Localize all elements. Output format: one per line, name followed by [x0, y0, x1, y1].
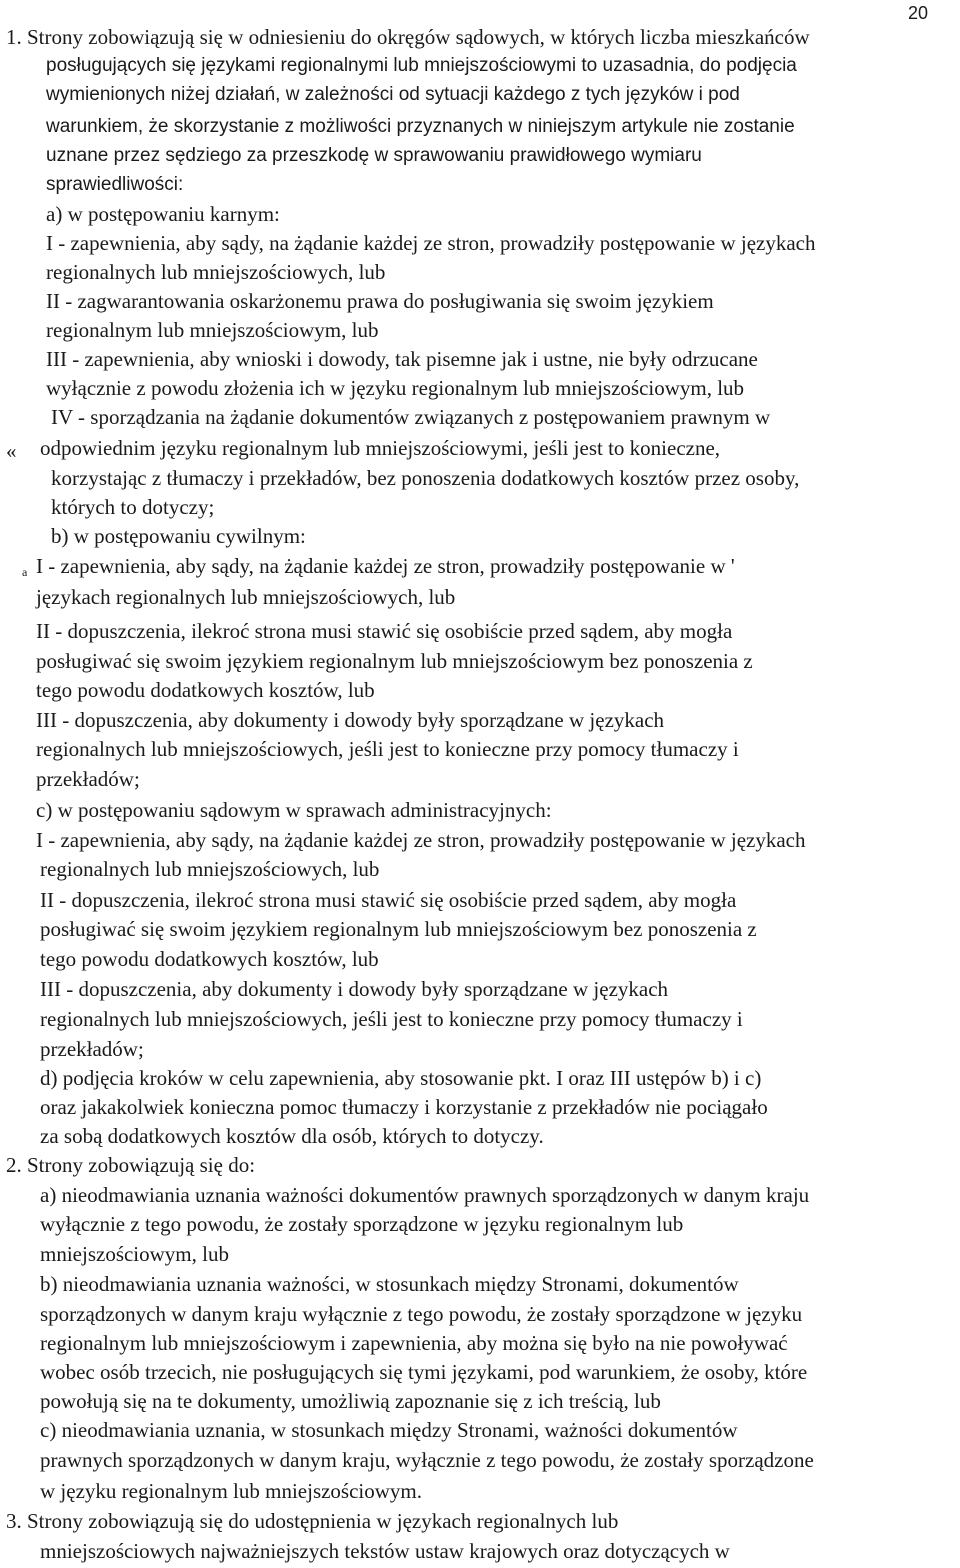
text-line: regionalnych lub mniejszościowych, lub: [46, 260, 386, 284]
text-line: prawnych sporządzonych w danym kraju, wyłącznie z tego powodu, że zostały sporządzone: [40, 1448, 814, 1472]
text-line: powołują się na te dokumenty, umożliwią zapoznanie się z ich treścią, lub: [40, 1389, 661, 1413]
text-line: uznane przez sędziego za przeszkodę w sprawowaniu prawidłowego wymiaru: [46, 145, 702, 166]
text-line: II - zagwarantowania oskarżonemu prawa do posługiwania się swoim językiem: [46, 289, 714, 313]
text-line: mniejszościowych najważniejszych tekstów ustaw krajowych oraz dotyczących w: [40, 1539, 730, 1563]
text-line: d) podjęcia kroków w celu zapewnienia, aby stosowanie pkt. I oraz III ustępów b) i c): [40, 1066, 762, 1090]
text-line: 1. Strony zobowiązują się w odniesieniu do okręgów sądowych, w których liczba mieszkańców: [6, 25, 810, 49]
page-number: 20: [908, 3, 929, 23]
text-line: III - dopuszczenia, aby dokumenty i dowody były sporządzane w językach: [36, 708, 665, 732]
text-line: oraz jakakolwiek konieczna pomoc tłumaczy i korzystanie z przekładów nie pociągało: [40, 1095, 768, 1119]
text-line: w języku regionalnym lub mniejszościowym.: [40, 1479, 423, 1503]
text-line: których to dotyczy;: [51, 495, 215, 519]
text-line: sporządzonych w danym kraju wyłącznie z tego powodu, że zostały sporządzone w języku: [40, 1302, 803, 1326]
text-line: odpowiednim języku regionalnym lub mniejszościowymi, jeśli jest to konieczne,: [40, 436, 721, 460]
text-line: a) nieodmawiania uznania ważności dokumentów prawnych sporządzonych w danym kraju: [40, 1183, 810, 1207]
text-line: b) nieodmawiania uznania ważności, w stosunkach między Stronami, dokumentów: [40, 1272, 739, 1296]
text-line: regionalnym lub mniejszościowym i zapewnienia, aby można się było na nie powoływać: [40, 1331, 788, 1355]
text-line: III - zapewnienia, aby wnioski i dowody, tak pisemne jak i ustne, nie były odrzucane: [46, 347, 758, 371]
text-line: wyłącznie z tego powodu, że zostały sporządzone w języku regionalnym lub: [40, 1212, 684, 1236]
text-line: regionalnych lub mniejszościowych, jeśli jest to konieczne przy pomocy tłumaczy i: [36, 737, 739, 761]
text-line: regionalnym lub mniejszościowym, lub: [46, 318, 379, 342]
text-line: przekładów;: [36, 767, 140, 791]
text-line: posługujących się językami regionalnymi lub mniejszościowymi to uzasadnia, do podjęcia: [46, 55, 797, 76]
text-line: 2. Strony zobowiązują się do:: [6, 1153, 256, 1177]
text-line: warunkiem, że skorzystanie z możliwości przyznanych w niniejszym artykule nie zostanie: [46, 116, 795, 137]
text-line: przekładów;: [40, 1037, 144, 1061]
text-line: za sobą dodatkowych kosztów dla osób, których to dotyczy.: [40, 1124, 544, 1148]
text-line: regionalnych lub mniejszościowych, jeśli jest to konieczne przy pomocy tłumaczy i: [40, 1007, 743, 1031]
text-line: mniejszościowym, lub: [40, 1242, 229, 1266]
text-line: sprawiedliwości:: [46, 174, 184, 195]
text-line: wyłącznie z powodu złożenia ich w języku regionalnym lub mniejszościowym, lub: [46, 376, 745, 400]
text-line: wobec osób trzecich, nie posługujących się tymi językami, pod warunkiem, że osoby, które: [40, 1360, 808, 1384]
text-line: II - dopuszczenia, ilekroć strona musi stawić się osobiście przed sądem, aby mogła: [36, 619, 733, 643]
text-line: II - dopuszczenia, ilekroć strona musi stawić się osobiście przed sądem, aby mogła: [40, 888, 737, 912]
text-line: c) w postępowaniu sądowym w sprawach administracyjnych:: [36, 798, 552, 822]
text-line: I - zapewnienia, aby sądy, na żądanie każdej ze stron, prowadziły postępowanie w językach: [36, 828, 806, 852]
text-line: korzystając z tłumaczy i przekładów, bez ponoszenia dodatkowych kosztów przez osoby,: [51, 466, 800, 490]
text-line: b) w postępowaniu cywilnym:: [51, 524, 306, 548]
text-line: tego powodu dodatkowych kosztów, lub: [40, 947, 379, 971]
text-line: regionalnych lub mniejszościowych, lub: [40, 857, 380, 881]
small-margin-mark: a: [22, 565, 28, 579]
text-line: 3. Strony zobowiązują się do udostępnienia w językach regionalnych lub: [6, 1509, 619, 1533]
left-margin-mark: «: [6, 439, 17, 463]
text-line: I - zapewnienia, aby sądy, na żądanie każdej ze stron, prowadziły postępowanie w ': [36, 554, 735, 578]
text-line: tego powodu dodatkowych kosztów, lub: [36, 678, 375, 702]
text-line: I - zapewnienia, aby sądy, na żądanie każdej ze stron, prowadziły postępowanie w językach: [46, 231, 816, 255]
text-line: c) nieodmawiania uznania, w stosunkach między Stronami, ważności dokumentów: [40, 1418, 738, 1442]
text-line: posługiwać się swoim językiem regionalnym lub mniejszościowym bez ponoszenia z: [36, 649, 753, 673]
text-line: językach regionalnych lub mniejszościowych, lub: [36, 585, 456, 609]
text-line: III - dopuszczenia, aby dokumenty i dowody były sporządzane w językach: [40, 977, 669, 1001]
text-line: posługiwać się swoim językiem regionalnym lub mniejszościowym bez ponoszenia z: [40, 917, 757, 941]
text-line: IV - sporządzania na żądanie dokumentów związanych z postępowaniem prawnym w: [51, 405, 771, 429]
text-line: wymienionych niżej działań, w zależności od sytuacji każdego z tych języków i pod: [46, 84, 740, 105]
text-line: a) w postępowaniu karnym:: [46, 202, 280, 226]
